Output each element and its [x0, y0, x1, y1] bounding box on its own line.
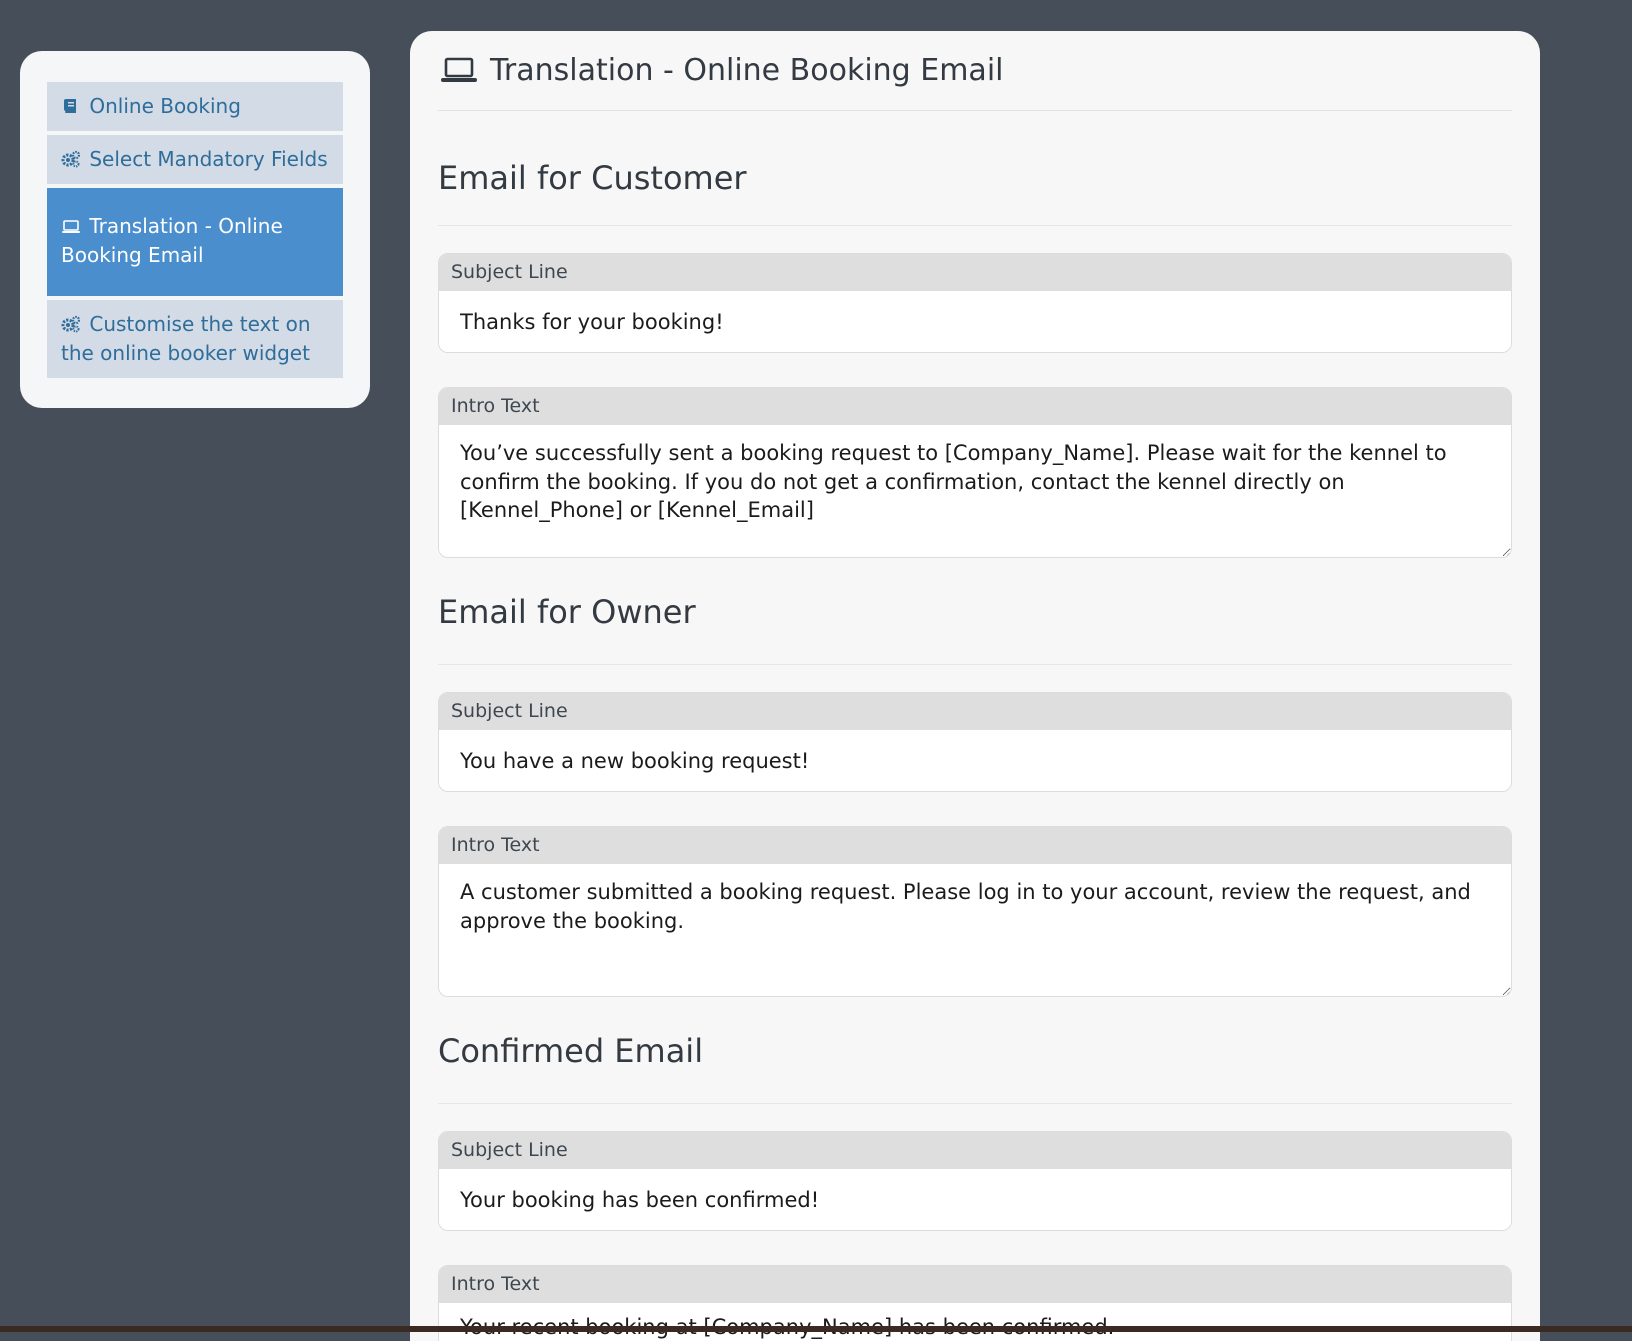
sidebar-item-label: Select Mandatory Fields — [89, 147, 328, 171]
field-label: Intro Text — [439, 388, 1511, 425]
intro-text-field-owner — [438, 826, 1512, 997]
subject-line-input-confirmed[interactable] — [439, 1169, 1511, 1230]
gears-icon — [61, 315, 83, 333]
field-label: Subject Line — [439, 254, 1511, 291]
sidebar-item-select-mandatory-fields[interactable] — [47, 135, 343, 184]
subject-line-field-confirmed — [438, 1131, 1512, 1231]
subject-line-field-customer — [438, 253, 1512, 353]
page-title: Translation - Online Booking Email — [490, 53, 1004, 88]
panel-header — [438, 31, 1512, 111]
field-label: Subject Line — [439, 1132, 1511, 1169]
subject-line-input-customer[interactable] — [439, 291, 1511, 352]
sidebar-item-label: Customise the text on the online booker widget — [61, 312, 311, 365]
sidebar-item-label: Translation - Online Booking Email — [61, 214, 283, 267]
field-label: Intro Text — [439, 1266, 1511, 1303]
sidebar-item-label: Online Booking — [89, 94, 241, 118]
section-title-email-for-owner: Email for Owner — [438, 558, 1512, 665]
field-label: Subject Line — [439, 693, 1511, 730]
intro-text-textarea-owner[interactable] — [439, 864, 1511, 996]
subject-line-field-owner — [438, 692, 1512, 792]
section-title-email-for-customer: Email for Customer — [438, 111, 1512, 226]
sidebar — [20, 51, 370, 408]
field-label: Intro Text — [439, 827, 1511, 864]
sidebar-item-translation-online-booking-email[interactable] — [47, 188, 343, 296]
laptop-icon — [440, 56, 478, 86]
gears-icon — [61, 150, 83, 168]
intro-text-textarea-customer[interactable] — [439, 425, 1511, 557]
main-panel — [410, 31, 1540, 1341]
intro-text-field-customer — [438, 387, 1512, 558]
book-icon — [61, 97, 83, 115]
sidebar-item-online-booking[interactable] — [47, 82, 343, 131]
subject-line-input-owner[interactable] — [439, 730, 1511, 791]
sidebar-item-customise-online-booker-widget[interactable] — [47, 300, 343, 378]
laptop-icon — [61, 219, 83, 235]
section-title-confirmed-email: Confirmed Email — [438, 997, 1512, 1104]
intro-text-textarea-confirmed[interactable] — [439, 1303, 1511, 1341]
window-bottom-edge — [0, 1326, 1632, 1332]
